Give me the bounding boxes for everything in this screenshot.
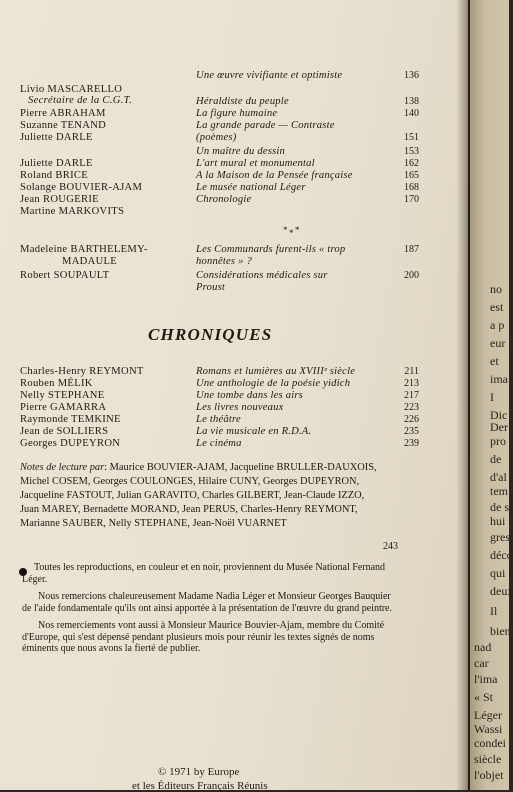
chronique-author: Jean de SOLLIERS: [20, 426, 109, 437]
chroniques-heading: CHRONIQUES: [148, 325, 273, 344]
facing-page-text: a p: [490, 318, 505, 332]
facing-page-text: Dic: [490, 408, 508, 422]
toc-page-number: 168: [404, 182, 419, 193]
facing-page-text: qui: [490, 566, 506, 580]
toc-title: Une œuvre vivifiante et optimiste: [196, 70, 343, 81]
facing-page-text: car: [474, 656, 489, 670]
reading-notes: [20, 461, 380, 531]
facing-page-text: condei: [474, 736, 506, 750]
toc-title: Les Communards furent-ils « trop: [196, 244, 346, 255]
facing-page-text: Der: [490, 420, 508, 434]
facing-page-text: gres: [490, 530, 510, 544]
facing-page-text: Wassi: [474, 722, 503, 736]
toc-title: Un maître du dessin: [196, 146, 286, 157]
chronique-title: Romans et lumières au XVIIIᵉ siècle: [196, 366, 356, 377]
toc-page-number: 136: [404, 70, 419, 81]
notes-lead: Notes de lecture par: [20, 462, 105, 473]
toc-page-number: 153: [404, 146, 419, 157]
facing-page-edge: [470, 0, 513, 790]
toc-title: Chronologie: [196, 194, 252, 205]
toc-page-number: 165: [404, 170, 419, 181]
toc-author: Juliette DARLE: [20, 132, 93, 143]
chronique-entry: [0, 438, 460, 452]
toc-entry: [0, 132, 460, 146]
toc-author: Pierre ABRAHAM: [20, 108, 106, 119]
chronique-title: Une anthologie de la poésie yidich: [196, 378, 351, 389]
toc-author: Madeleine BARTHELEMY-: [20, 244, 148, 255]
chronique-author: Charles-Henry REYMONT: [20, 366, 144, 377]
notes-contributors: : Maurice BOUVIER-AJAM, Jacqueline BRULLER-DAUXOIS, Michel COSEM, Georges COULONGES, Hilaire CUNY, Georges DUPEYRON, Jacqueline FASTOUT, Julian GARAVITO, Charles GILBERT, Jean-Claude IZZO, Juan MAREY, Bernadette MORAND, Jean PERUS, Charles-Henry REYMONT, Marianne SAUBER, Nelly STEPHANE, Jean-Noël VUARNET: [20, 462, 377, 529]
toc-page-number: 170: [404, 194, 419, 205]
toc-page-number: 187: [404, 244, 419, 255]
toc-title: honnêtes » ?: [196, 256, 252, 267]
toc-entry: [0, 282, 460, 296]
facing-page-text: I: [490, 390, 494, 404]
toc-author: Secrétaire de la C.G.T.: [28, 95, 132, 106]
toc-author: Solange BOUVIER-AJAM: [20, 182, 143, 193]
toc-page-number: 162: [404, 158, 419, 169]
toc-author: MADAULE: [62, 256, 118, 267]
toc-author: Martine MARKOVITS: [20, 206, 125, 217]
chronique-page-number: 239: [404, 438, 419, 449]
book-page: Une œuvre vivifiante et optimiste 136 Livio MASCARELLO Secrétaire de la C.G.T. Héraldiste du peuple 138 Pierre ABRAHAM La figure humaine 140 Suzanne TENAND La grande parade — Contraste Juliette DARLE (poèmes) 151 Un maître du dessin 153 Juliette DARLE L'art mural et monumental 162 Roland BRICE A la Maison de la Pensée française 165 Solange BOUVIER-AJAM Le musée national Léger 168 Jean ROUGERIE Chronologie 170 Martine MARKOVITS Madeleine BARTHELEMY- Les Communards furent-ils « trop 187 MADAULE honnêtes » ? Robert SOUPAULT Considérations médicales sur 200 Proust * * * CHRONIQUES Charles-Henry REYMONT Romans et lumières au XVIIIᵉ siècle 211 Rouben MÉLIK Une anthologie de la poésie yidich 213 Nelly STEPHANE Une tombe dans les airs 217 Pierre GAMARRA Les livres nouveaux 223 Raymonde TEMKINE Le théâtre 226 Jean de SOLLIERS La vie musicale en R.D.A. 235 Georges DUPEYRON Le cinéma 239 Notes de lecture par: Maurice BOUVIER-AJAM, Jacqueline BRULLER-DAUXOIS, Michel COSEM, Georges COULONGES, Hilaire CUNY, Georges DUPEYRON, Jacqueline FASTOUT, Julian GARAVITO, Charles GILBERT, Jean-Claude IZZO, Juan MAREY, Bernadette MORAND, Jean PERUS, Charles-Henry REYMONT, Marianne SAUBER, Nelly STEPHANE, Jean-Noël VUARNET 243 Toutes les reproductions, en couleur et en noir, proviennent du Musée National Fernand Léger. Nous remercions chaleureusement Madame Nadia Léger et Monsieur Georges Bauquier de l'aide fondamentale qu'ils ont ainsi apportée à la présentation de l'œuvre du grand peintre. Nos remerciements vont aussi à Monsieur Maurice Bouvier-Ajam, membre du Comité d'Europe, qui s'est dépensé pendant plusieurs mois pour réunir les textes signés de noms éminents que nous avons la fierté de publier. © 1971 by Europe et les Éditeurs Français Réunis: [0, 0, 468, 790]
facing-page-text: Léger: [474, 708, 502, 722]
chronique-title: La vie musicale en R.D.A.: [196, 426, 312, 437]
facing-page-text: ima: [490, 372, 508, 386]
copyright-line: © 1971 by Europe: [158, 766, 240, 778]
facing-page-text: et: [490, 354, 499, 368]
facing-page-text: no: [490, 282, 502, 296]
toc-page-number: 151: [404, 132, 419, 143]
chronique-author: Georges DUPEYRON: [20, 438, 121, 449]
chronique-author: Raymonde TEMKINE: [20, 414, 121, 425]
facing-page-text: d'al: [490, 470, 507, 484]
toc-title: A la Maison de la Pensée française: [196, 170, 353, 181]
thanks-bouvier-ajam: Nos remerciements vont aussi à Monsieur Maurice Bouvier-Ajam, membre du Comité d'Europe, qui s'est dépensé pendant plusieurs mois pour réunir les textes signés de noms éminents que nous avons la fierté de publier.: [22, 620, 385, 654]
facing-page-text: Il: [490, 604, 498, 618]
facing-page-text: hui: [490, 514, 506, 528]
chronique-title: Les livres nouveaux: [196, 402, 284, 413]
publisher-line: et les Éditeurs Français Réunis: [132, 780, 268, 792]
toc-title: Héraldiste du peuple: [196, 96, 289, 107]
facing-page-text: nad: [474, 640, 492, 654]
chronique-author: Pierre GAMARRA: [20, 402, 107, 413]
toc-author: Robert SOUPAULT: [20, 270, 110, 281]
facing-page-text: de s: [490, 500, 509, 514]
facing-page-text: eur: [490, 336, 506, 350]
repro-note: Toutes les reproductions, en couleur et en noir, proviennent du Musée National Fernand Léger.: [22, 562, 386, 585]
thanks-leger: Nous remercions chaleureusement Madame Nadia Léger et Monsieur Georges Bauquier de l'aide fondamentale qu'ils ont ainsi apportée à la présentation de l'œuvre du grand peintre.: [22, 591, 392, 614]
chronique-page-number: 235: [404, 426, 419, 437]
toc-title: Proust: [196, 282, 226, 293]
toc-title: La figure humaine: [196, 108, 278, 119]
toc-author: Juliette DARLE: [20, 158, 93, 169]
chronique-title: Le cinéma: [196, 438, 242, 449]
toc-author: Suzanne TENAND: [20, 120, 107, 131]
chronique-page-number: 213: [404, 378, 419, 389]
facing-page-text: tem: [490, 484, 508, 498]
facing-page-text: l'objet: [474, 768, 504, 782]
facing-page-text: est: [490, 300, 504, 314]
toc-title: La grande parade — Contraste: [196, 120, 335, 131]
facing-page-text: deux: [490, 584, 513, 598]
chronique-title: Une tombe dans les airs: [196, 390, 303, 401]
toc-title: Le musée national Léger: [196, 182, 306, 193]
chronique-page-number: 211: [404, 366, 419, 377]
toc-entry: [0, 256, 460, 270]
chronique-author: Nelly STEPHANE: [20, 390, 105, 401]
chronique-page-number: 226: [404, 414, 419, 425]
toc-page-number: 138: [404, 96, 419, 107]
chronique-title: Le théâtre: [196, 414, 241, 425]
acknowledgements: [22, 562, 402, 661]
toc-entry: [0, 206, 460, 220]
toc-title: Considérations médicales sur: [196, 270, 328, 281]
chronique-page-number: 217: [404, 390, 419, 401]
facing-page-text: siècle: [474, 752, 502, 766]
toc-entry: [0, 70, 460, 84]
notes-page-number: 243: [383, 541, 398, 552]
chronique-author: Rouben MÉLIK: [20, 378, 93, 389]
toc-author: Livio MASCARELLO: [20, 84, 123, 95]
facing-page-text: de: [490, 452, 502, 466]
facing-page-text: déco: [490, 548, 513, 562]
chronique-page-number: 223: [404, 402, 419, 413]
toc-title: L'art mural et monumental: [196, 158, 315, 169]
toc-page-number: 140: [404, 108, 419, 119]
facing-page-text: pro: [490, 434, 506, 448]
toc-author: Roland BRICE: [20, 170, 89, 181]
toc-author: Jean ROUGERIE: [20, 194, 99, 205]
facing-page-text: l'ima: [474, 672, 498, 686]
toc-title: (poèmes): [196, 132, 237, 143]
facing-page-text: bien: [490, 624, 511, 638]
facing-page-text: « St: [474, 690, 494, 704]
toc-page-number: 200: [404, 270, 419, 281]
